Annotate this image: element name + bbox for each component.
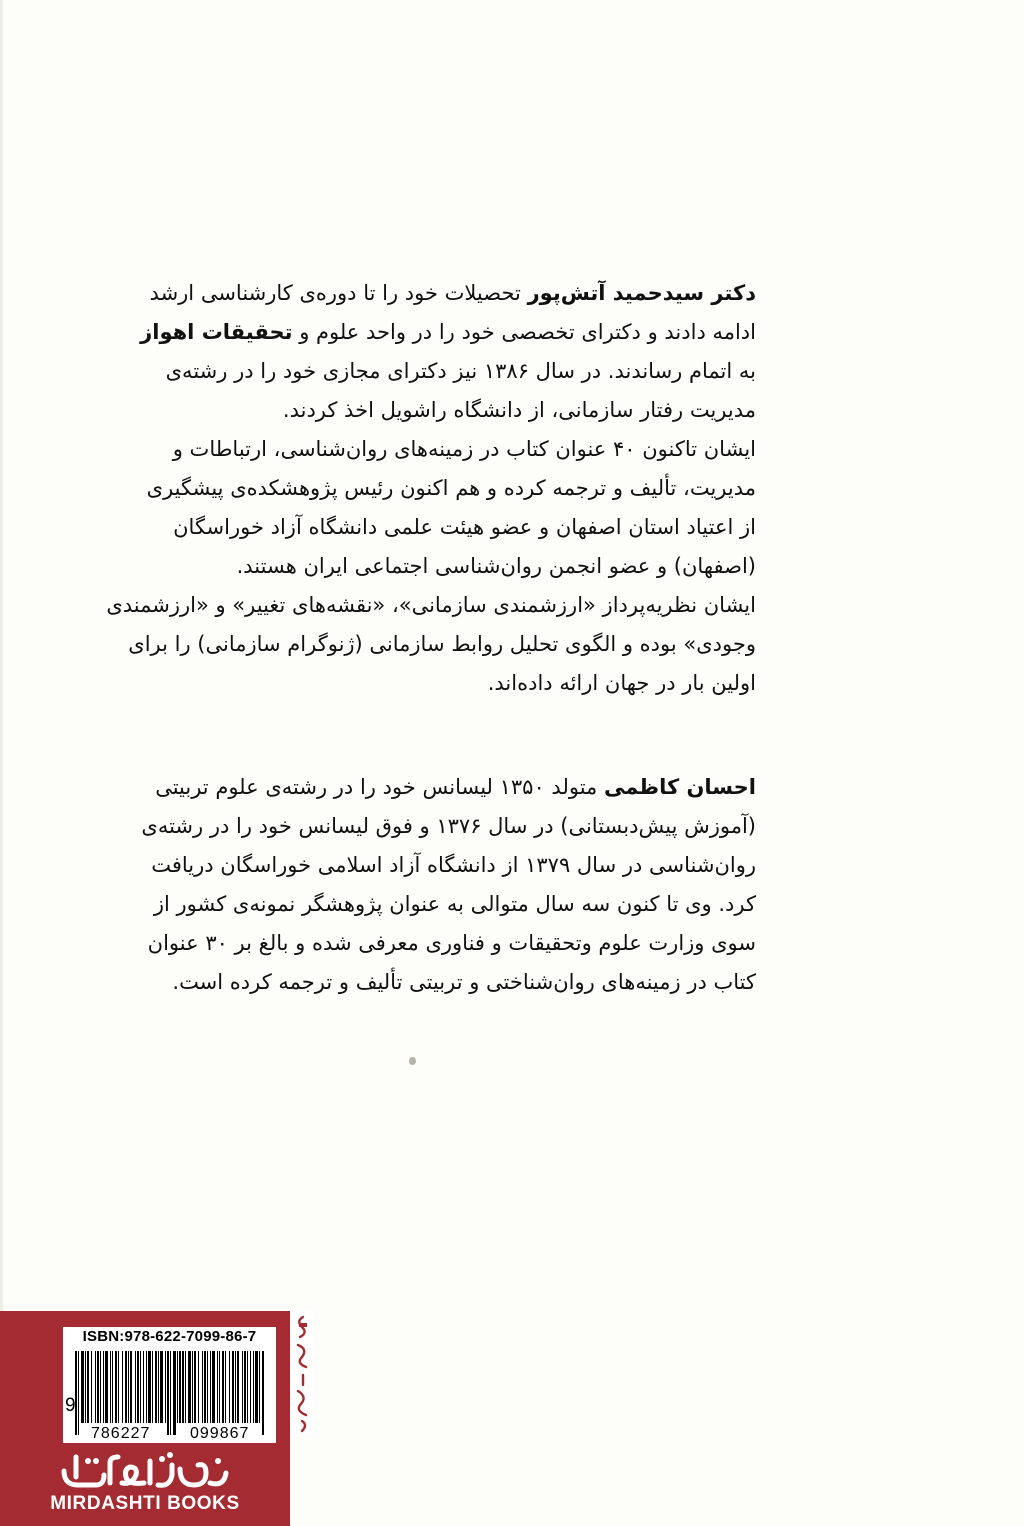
publisher-logo-icon — [58, 1449, 233, 1493]
barcode-right-digits: 099867 — [187, 1425, 252, 1443]
bio-line: ایشان نظریه‌پرداز «ارزشمندی سازمانی»، «نقشه‌های تغییر» و «ارزشمندی — [106, 593, 756, 617]
barcode-icon — [75, 1351, 267, 1435]
isbn-barcode-box — [63, 1327, 276, 1443]
author-name-atashpour: دکتر سیدحمید آتش‌پور — [527, 281, 756, 305]
bio-line: (آموزش پیش‌دبستانی) در سال ۱۳۷۶ و فوق لیسانس خود را در رشته‌ی — [141, 814, 756, 838]
publisher-imprint — [0, 1311, 290, 1526]
barcode-first-digit: 9 — [65, 1395, 76, 1416]
bio-line: به اتمام رساندند. در سال ۱۳۸۶ نیز دکترای مجازی خود را در رشته‌ی — [165, 359, 756, 383]
bio-line: احسان کاظمی متولد ۱۳۵۰ لیسانس خود را در رشته‌ی علوم تربیتی — [155, 775, 756, 799]
bio-line: وجودی» بوده و الگوی تحلیل روابط سازمانی (ژنوگرام سازمانی) را برای — [128, 632, 756, 656]
bio-line: (اصفهان) و عضو انجمن روان‌شناسی اجتماعی ایران هستند. — [236, 554, 756, 578]
bio-line: از اعتیاد استان اصفهان و عضو هیئت علمی دانشگاه آزاد خوراسگان — [173, 515, 756, 539]
side-stamp-icon — [292, 1311, 316, 1435]
bio-line: ادامه دادند و دکترای تخصصی خود را در واحد علوم و تحقیقات اهواز — [140, 320, 756, 344]
bio-line: مدیریت، تألیف و ترجمه کرده و هم اکنون رئیس پژوهشکده‌ی پیشگیری — [146, 476, 756, 500]
isbn-label: ISBN:978-622-7099-86-7 — [82, 1328, 257, 1345]
bio-line: دکتر سیدحمید آتش‌پور تحصیلات خود را تا دوره‌ی کارشناسی ارشد — [149, 281, 756, 305]
publisher-name: MIRDASHTI BOOKS — [50, 1493, 240, 1514]
bio-line: ایشان تاکنون ۴۰ عنوان کتاب در زمینه‌های روان‌شناسی، ارتباطات و — [172, 437, 756, 461]
bio-line: سوی وزارت علوم وتحقیقات و فناوری معرفی شده و بالغ بر ۳۰ عنوان — [147, 931, 756, 955]
bio-line: اولین بار در جهان ارائه داده‌اند. — [487, 671, 756, 695]
bio-line: روان‌شناسی در سال ۱۳۷۹ از دانشگاه آزاد اسلامی خوراسگان دریافت — [151, 853, 756, 877]
bio-line: مدیریت رفتار سازمانی، از دانشگاه راشویل اخذ کردند. — [282, 398, 756, 422]
author-name-kazemi: احسان کاظمی — [603, 775, 756, 799]
page-edge — [0, 0, 3, 1526]
barcode-left-digits: 786227 — [88, 1425, 153, 1443]
bio-line: کرد. وی تا کنون سه سال متوالی به عنوان پژوهشگر نمونه‌ی کشور از — [153, 892, 756, 916]
decorative-dot — [409, 1057, 416, 1065]
author-bio-kazemi — [141, 768, 756, 1002]
author-bio-atashpour — [106, 274, 756, 703]
bio-line: کتاب در زمینه‌های روان‌شناختی و تربیتی تألیف و ترجمه کرده است. — [172, 970, 756, 994]
